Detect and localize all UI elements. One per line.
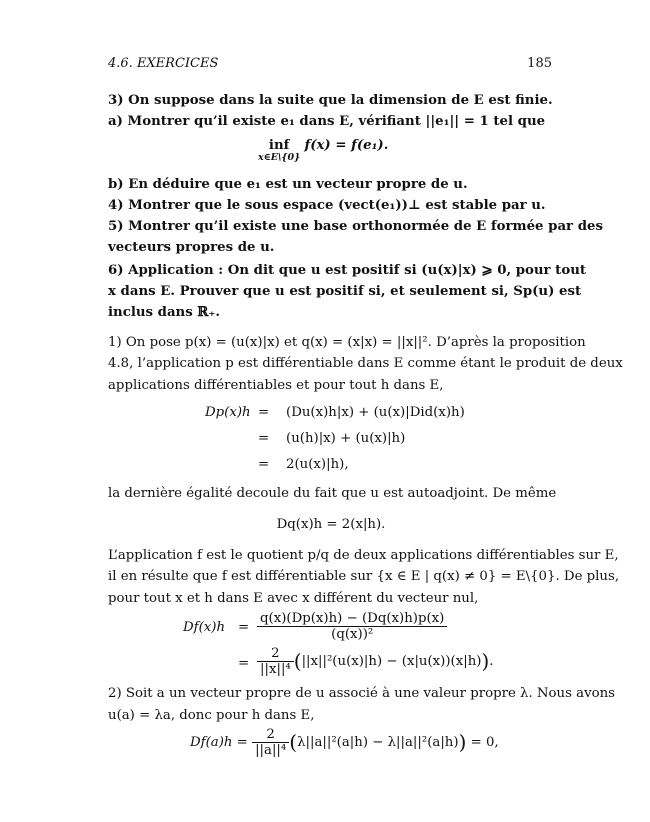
- dp-row-2: (u(h)|x) + (u(x)|h): [286, 431, 406, 446]
- question-3a: a) Montrer qu’il existe e₁ dans E, vérifiant ||e₁|| = 1 tel que: [108, 114, 546, 129]
- question-3b: b) En déduire que e₁ est un vecteur propre de u.: [108, 177, 468, 192]
- inf-rhs: f(x) = f(e₁).: [304, 138, 389, 153]
- question-5-line1: 5) Montrer qu’il existe une base orthonormée de E formée par des: [108, 219, 603, 234]
- dp-eq-sign-1: =: [258, 405, 270, 420]
- solution-quotient-line1: L’application f est le quotient p/q de deux applications différentiables sur E,: [108, 548, 619, 563]
- solution-1-line2: 4.8, l’application p est différentiable dans E comme étant le produit de deux: [108, 356, 623, 371]
- df-fraction: [257, 611, 447, 642]
- dfa-equation: Df(a)h = $\frac{2}{\text{||a||⁴}}$ (λ||a||²(a|h) − λ||a||²(a|h)) = 0,: [190, 727, 499, 758]
- solution-autoadjoint-note: la dernière égalité decoule du fait que u est autoadjoint. De même: [108, 486, 557, 501]
- question-3: 3) On suppose dans la suite que la dimension de E est finie.: [108, 93, 553, 108]
- solution-1-line1: 1) On pose p(x) = (u(x)|x) et q(x) = (x|x) = ||x||². D’après la proposition: [108, 335, 586, 350]
- solution-quotient-line2: il en résulte que f est différentiable sur {x ∈ E | q(x) ≠ 0} = E\{0}. De plus,: [108, 569, 620, 584]
- dp-eq-sign-2: =: [258, 431, 270, 446]
- dp-row-3: 2(u(x)|h),: [286, 457, 349, 472]
- solution-quotient-line3: pour tout x et h dans E avec x différent du vecteur nul,: [108, 591, 479, 606]
- df-denominator: (q(x))²: [331, 627, 374, 642]
- df-lhs: Df(x)h: [183, 620, 226, 635]
- solution-1-line3: applications différentiables et pour tout h dans E,: [108, 378, 444, 393]
- dp-eq-sign-3: =: [258, 457, 270, 472]
- dp-lhs: Dp(x)h: [205, 405, 251, 420]
- df-eq-sign-1: =: [238, 620, 250, 635]
- page-number: 185: [527, 56, 552, 71]
- dp-row-1: (Du(x)h|x) + (u(x)|Did(x)h): [286, 405, 465, 420]
- question-5-line2: vecteurs propres de u.: [108, 240, 275, 255]
- df-numerator: q(x)(Dp(x)h) − (Dq(x)h)p(x): [257, 611, 447, 627]
- question-6-line1: 6) Application : On dit que u est positif si (u(x)|x) ⩾ 0, pour tout: [108, 263, 586, 278]
- df-eq-sign-2: =: [238, 656, 250, 671]
- question-6-line3: inclus dans ℝ₊.: [108, 305, 221, 320]
- solution-2-line2: u(a) = λa, donc pour h dans E,: [108, 708, 315, 723]
- question-4: 4) Montrer que le sous espace (vect(e₁))⊥ est stable par u.: [108, 198, 546, 213]
- solution-2-line1: 2) Soit a un vecteur propre de u associé à une valeur propre λ. Nous avons: [108, 686, 616, 701]
- question-6-line2: x dans E. Prouver que u est positif si, et seulement si, Sp(u) est: [108, 284, 582, 299]
- df-expanded: $\frac{2}{\text{||x||⁴}}$ (||x||²(u(x)|h) − (x|u(x))(x|h)).: [257, 646, 494, 677]
- inf-equation: [258, 140, 388, 164]
- running-header: [108, 56, 552, 72]
- section-label: 4.6. EXERCICES: [108, 56, 219, 71]
- inf-operator: inf x∈E\{0}: [258, 138, 301, 163]
- dq-equation: Dq(x)h = 2(x|h).: [276, 517, 386, 532]
